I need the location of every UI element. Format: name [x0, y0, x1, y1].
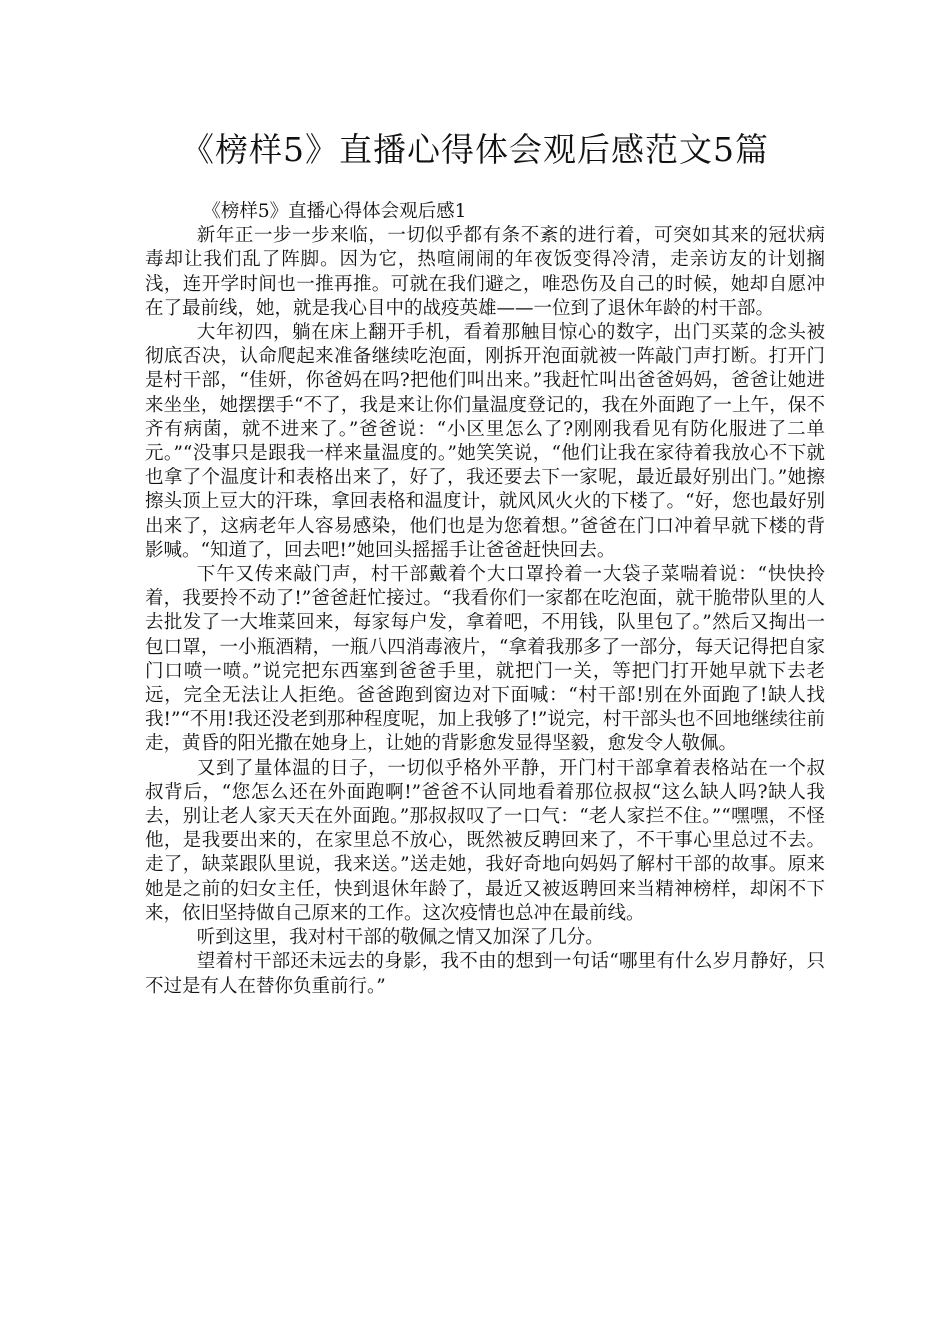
paragraph: 下午又传来敲门声，村干部戴着个大口罩拎着一大袋子菜喘着说：“快快拎着，我要拎不动了!”爸爸赶忙接过。“我看你们一家都在吃泡面，就干脆带队里的人去批发了一大堆菜回来，每家每户发，拿着吧，不用钱，队里包了。”然后又掏出一包口罩，一小瓶酒精，一瓶八四消毒液片，“拿着我那多了一部分，每天记得把自家门口喷一喷。”说完把东西塞到爸爸手里，就把门一关，等把门打开她早就下去老远，完全无法让人拒绝。爸爸跑到窗边对下面喊：“村干部!别在外面跑了!缺人找我!”“不用!我还没老到那种程度呢，加上我够了!”说完，村干部头也不回地继续往前走，黄昏的阳光撒在她身上，让她的背影愈发显得坚毅，愈发令人敬佩。: [145, 564, 825, 755]
document-body: [145, 200, 825, 999]
document-title: 《榜样5》直播心得体会观后感范文5篇: [181, 130, 769, 169]
section-subtitle: 《榜样5》直播心得体会观后感1: [202, 201, 467, 222]
paragraph: 听到这里，我对村干部的敬佩之情又加深了几分。: [196, 927, 604, 949]
paragraph: 又到了量体温的日子，一切似乎格外平静，开门村干部拿着表格站在一个叔叔背后，“您怎么还在外面跑啊!”爸爸不认同地看着那位叔叔“这么缺人吗?缺人我去，别让老人家天天在外面跑。”那叔叔叹了一口气：“老人家拦不住。”“嘿嘿，不怪他，是我要出来的，在家里总不放心，既然被反聘回来了，不干事心里总过不去。走了，缺菜跟队里说，我来送。”送走她，我好奇地向妈妈了解村干部的故事。原来她是之前的妇女主任，快到退休年龄了，最近又被返聘回来当精神榜样，却闲不下来，依旧坚持做自己原来的工作。这次疫情也总冲在最前线。: [145, 757, 825, 924]
paragraph: 望着村干部还未远去的身影，我不由的想到一句话“哪里有什么岁月静好，只不过是有人在替你负重前行。”: [145, 951, 825, 997]
paragraph: 新年正一步一步来临，一切似乎都有条不紊的进行着，可突如其来的冠状病毒却让我们乱了阵脚。因为它，热喧闹闹的年夜饭变得冷清，走亲访友的计划搁浅，连开学时间也一推再推。可就在我们避之，唯恐伤及自己的时候，她却自愿冲在了最前线，她，就是我心目中的战疫英雄——一位到了退休年龄的村干部。: [145, 225, 825, 319]
paragraph: 大年初四，躺在床上翻开手机，看着那触目惊心的数字，出门买菜的念头被彻底否决，认命爬起来准备继续吃泡面，刚拆开泡面就被一阵敲门声打断。打开门是村干部，“佳妍，你爸妈在吗?把他们叫出来。”我赶忙叫出爸爸妈妈，爸爸让她进来坐坐，她摆摆手“不了，我是来让你们量温度登记的，我在外面跑了一上午，保不齐有病菌，就不进来了。”爸爸说：“小区里怎么了?刚刚我看见有防化服进了二单元。”“没事只是跟我一样来量温度的。”她笑笑说，“他们让我在家待着我放心不下就也拿了个温度计和表格出来了，好了，我还要去下一家呢，最近最好别出门。”她擦擦头顶上豆大的汗珠，拿回表格和温度计，就风风火火的下楼了。“好，您也最好别出来了，这病老年人容易感染，他们也是为您着想。”爸爸在门口冲着早就下楼的背影喊。“知道了，回去吧!”她回头摇摇手让爸爸赶快回去。: [145, 322, 825, 561]
